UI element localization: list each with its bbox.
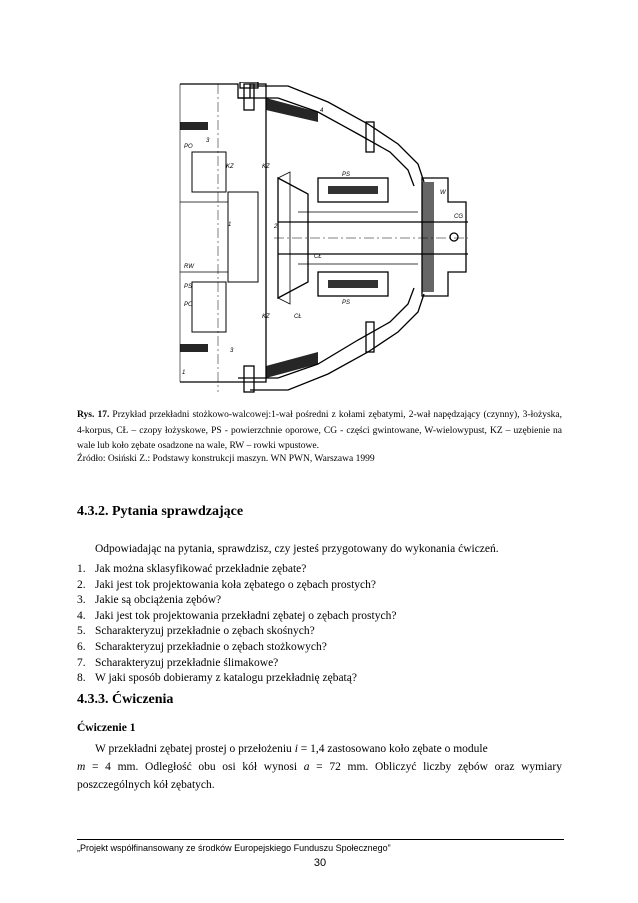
exercise-body: [77, 740, 562, 794]
exercise-title: Ćwiczenie 1: [77, 722, 136, 734]
list-item: [77, 640, 396, 656]
list-item: [77, 609, 396, 625]
questions-list: [77, 562, 396, 687]
exercise-text: = 4 mm. Odległość obu osi kół wynosi: [85, 761, 304, 773]
question-text: Scharakteryzuj przekładnie o zębach stożkowych?: [95, 640, 327, 653]
exercise-text: = 72 mm. Obliczyć liczby zębów oraz wymiary poszczególnych kół zębatych.: [77, 761, 562, 791]
figure-label-ps-3: PS: [342, 300, 351, 306]
list-item: [77, 671, 396, 687]
figure-label-2: 2: [274, 224, 278, 230]
list-item: [77, 593, 396, 609]
questions-intro: Odpowiadając na pytania, sprawdzisz, czy jesteś przygotowany do wykonania ćwiczeń.: [95, 543, 499, 555]
figure-label-ps: PS: [184, 284, 193, 290]
list-item: [77, 656, 396, 672]
figure-source: Źródło: Osiński Z.: Podstawy konstrukcji maszyn. WN PWN, Warszawa 1999: [77, 454, 375, 464]
exercise-variable: i: [294, 743, 298, 755]
list-item: [77, 562, 396, 578]
figure-caption-text: Przykład przekładni stożkowo-walcowej:1-wał pośredni z kołami zębatymi, 2-wał napędzający (czynny), 3-łożyska, 4-korpus, CŁ – czopy łożyskowe, PS - powierzchnie oporowe, CG - części gwintowane, W-wielowypust, KZ – uzębienie na wale lub koło zębate osadzone na wale, RW – rowki wpustowe.: [77, 410, 562, 451]
figure-label-4: 4: [320, 108, 324, 114]
footer-divider: [77, 839, 564, 840]
exercise-text: = 1,4 zastosowano koło zębate o module: [297, 743, 488, 755]
figure-label-3: 3: [206, 138, 210, 144]
question-number: 6.: [77, 640, 86, 653]
question-number: 2.: [77, 578, 86, 591]
list-item: [77, 578, 396, 594]
exercise-line-1: [77, 740, 562, 758]
figure-label-kz: KZ: [226, 164, 234, 170]
question-number: 5.: [77, 625, 86, 638]
section-heading-exercises: 4.3.3. Ćwiczenia: [77, 692, 174, 707]
footer-text: „Projekt współfinansowany ze środków Europejskiego Funduszu Społecznego”: [77, 843, 391, 853]
question-number: 7.: [77, 656, 86, 669]
figure-label-cg: CG: [454, 214, 463, 220]
question-text: Scharakteryzuj przekładnie ślimakowe?: [95, 656, 279, 669]
figure-label-po: PO: [184, 144, 193, 150]
exercise-line-2: [77, 758, 562, 794]
figure-label-kz-2: KZ: [262, 164, 270, 170]
figure-label-po-2: PO: [184, 302, 193, 308]
question-text: Jakie są obciążenia zębów?: [95, 594, 222, 607]
question-number: 8.: [77, 672, 86, 685]
question-text: W jaki sposób dobieramy z katalogu przekładnię zębatą?: [95, 672, 357, 685]
figure-label-cl: CŁ: [314, 254, 322, 260]
question-text: Jaki jest tok projektowania przekładni zębatej o zębach prostych?: [95, 609, 397, 622]
figure-label-ps-2: PS: [342, 172, 351, 178]
question-text: Jak można sklasyfikować przekładnie zębate?: [95, 563, 307, 575]
exercise-text: W przekładni zębatej prostej o przełożeniu: [95, 743, 295, 755]
figure-label-kz-3: KZ: [262, 314, 270, 320]
exercise-variable: m: [77, 761, 86, 773]
figure-caption: [77, 408, 562, 455]
question-text: Scharakteryzuj przekładnie o zębach skośnych?: [95, 625, 315, 638]
figure-caption-label: Rys. 17.: [77, 410, 110, 420]
list-item: [77, 624, 396, 640]
exercise-variable: a: [303, 761, 310, 773]
question-number: 1.: [77, 563, 86, 575]
section-heading-questions: 4.3.2. Pytania sprawdzające: [77, 504, 244, 519]
figure-label-cl-2: CŁ: [294, 314, 302, 320]
question-number: 4.: [77, 609, 86, 622]
question-number: 3.: [77, 594, 86, 607]
gearbox-cross-section-drawing: [178, 82, 468, 394]
figure-label-1-2: 1: [182, 370, 186, 376]
figure-label-1: 1: [228, 222, 232, 228]
figure-label-3-2: 3: [230, 348, 234, 354]
page-number: 30: [313, 857, 327, 869]
question-text: Jaki jest tok projektowania koła zębatego o zębach prostych?: [95, 578, 377, 591]
figure-label-rw: RW: [184, 264, 194, 270]
figure-label-w: W: [440, 190, 446, 196]
